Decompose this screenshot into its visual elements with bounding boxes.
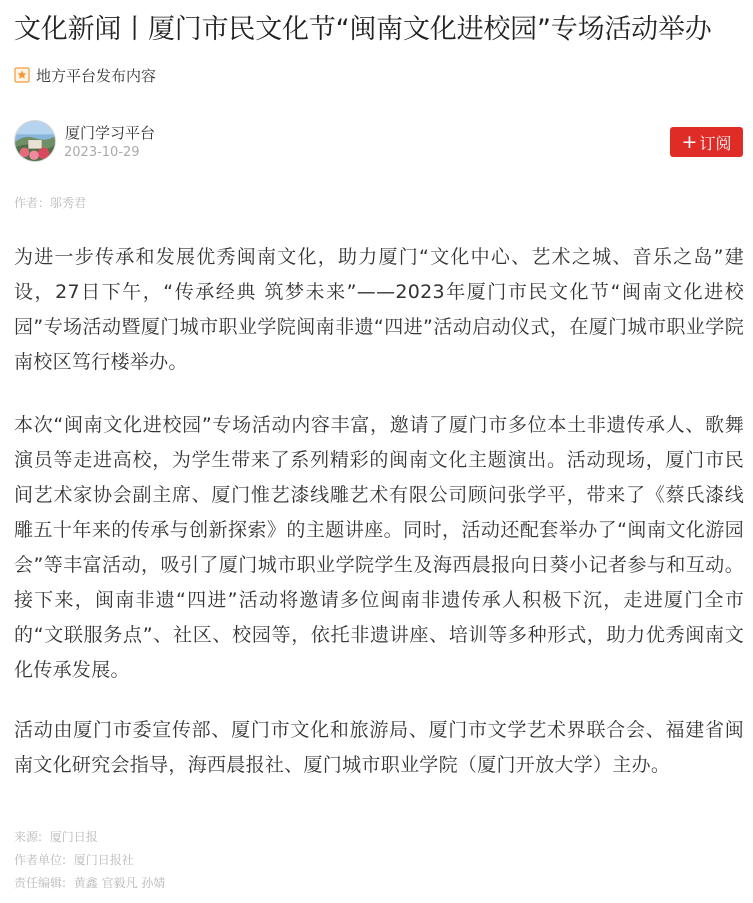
author-byline xyxy=(14,194,86,211)
editor-value: 黄鑫 官毅凡 孙婧 xyxy=(73,876,166,890)
account-header xyxy=(14,120,743,164)
account-name[interactable]: 厦门学习平台 xyxy=(65,124,156,142)
article-paragraph: 为进一步传承和发展优秀闽南文化，助力厦门“文化中心、艺术之城、音乐之岛”建设，27日下午，“传承经典 筑梦未来”——2023年厦门市民文化节“闽南文化进校园”专场活动暨厦门城市职业学院闽南非遗“四进”活动启动仪式，在厦门城市职业学院南校区笃行楼举办。 xyxy=(14,246,744,373)
editor-line xyxy=(14,872,165,895)
source-key: 来源: xyxy=(14,830,43,844)
article-body xyxy=(14,240,744,783)
unit-value: 厦门日报社 xyxy=(73,853,134,867)
article-title: 文化新闻丨厦门市民文化节“闽南文化进校园”专场活动举办 xyxy=(14,14,712,45)
star-badge-icon xyxy=(14,67,30,83)
editor-key: 责任编辑: xyxy=(14,876,67,890)
platform-notice xyxy=(14,64,156,86)
subscribe-button[interactable] xyxy=(670,127,743,157)
author-key: 作者： xyxy=(14,196,51,210)
platform-label: 地方平台发布内容 xyxy=(36,66,157,85)
plus-icon: + xyxy=(681,130,698,153)
article-meta xyxy=(14,826,165,895)
avatar-image xyxy=(15,121,55,161)
unit-key: 作者单位: xyxy=(14,853,67,867)
article-paragraph: 本次“闽南文化进校园”专场活动内容丰富，邀请了厦门市多位本土非遗传承人、歌舞演员等走进高校，为学生带来了系列精彩的闽南文化主题演出。活动现场，厦门市民间艺术家协会副主席、厦门惟艺漆线雕艺术有限公司顾问张学平，带来了《蔡氏漆线雕五十年来的传承与创新探索》的主题讲座。同时，活动还配套举办了“闽南文化游园会”等丰富活动，吸引了厦门城市职业学院学生及海西晨报向日葵小记者参与和互动。接下来，闽南非遗“四进”活动将邀请多位闽南非遗传承人积极下沉，走进厦门全市的“文联服务点”、社区、校园等，依托非遗讲座、培训等多种形式，助力优秀闽南文化传承发展。 xyxy=(14,414,744,681)
avatar[interactable] xyxy=(14,120,56,162)
author-value: 邬秀君 xyxy=(50,196,87,210)
source-line xyxy=(14,826,165,849)
subscribe-label: 订阅 xyxy=(699,133,732,153)
publish-date: 2023-10-29 xyxy=(64,145,140,160)
source-value: 厦门日报 xyxy=(49,830,98,844)
article-paragraph: 活动由厦门市委宣传部、厦门市文化和旅游局、厦门市文学艺术界联合会、福建省闽南文化研究会指导，海西晨报社、厦门城市职业学院（厦门开放大学）主办。 xyxy=(14,719,744,776)
unit-line xyxy=(14,849,165,872)
